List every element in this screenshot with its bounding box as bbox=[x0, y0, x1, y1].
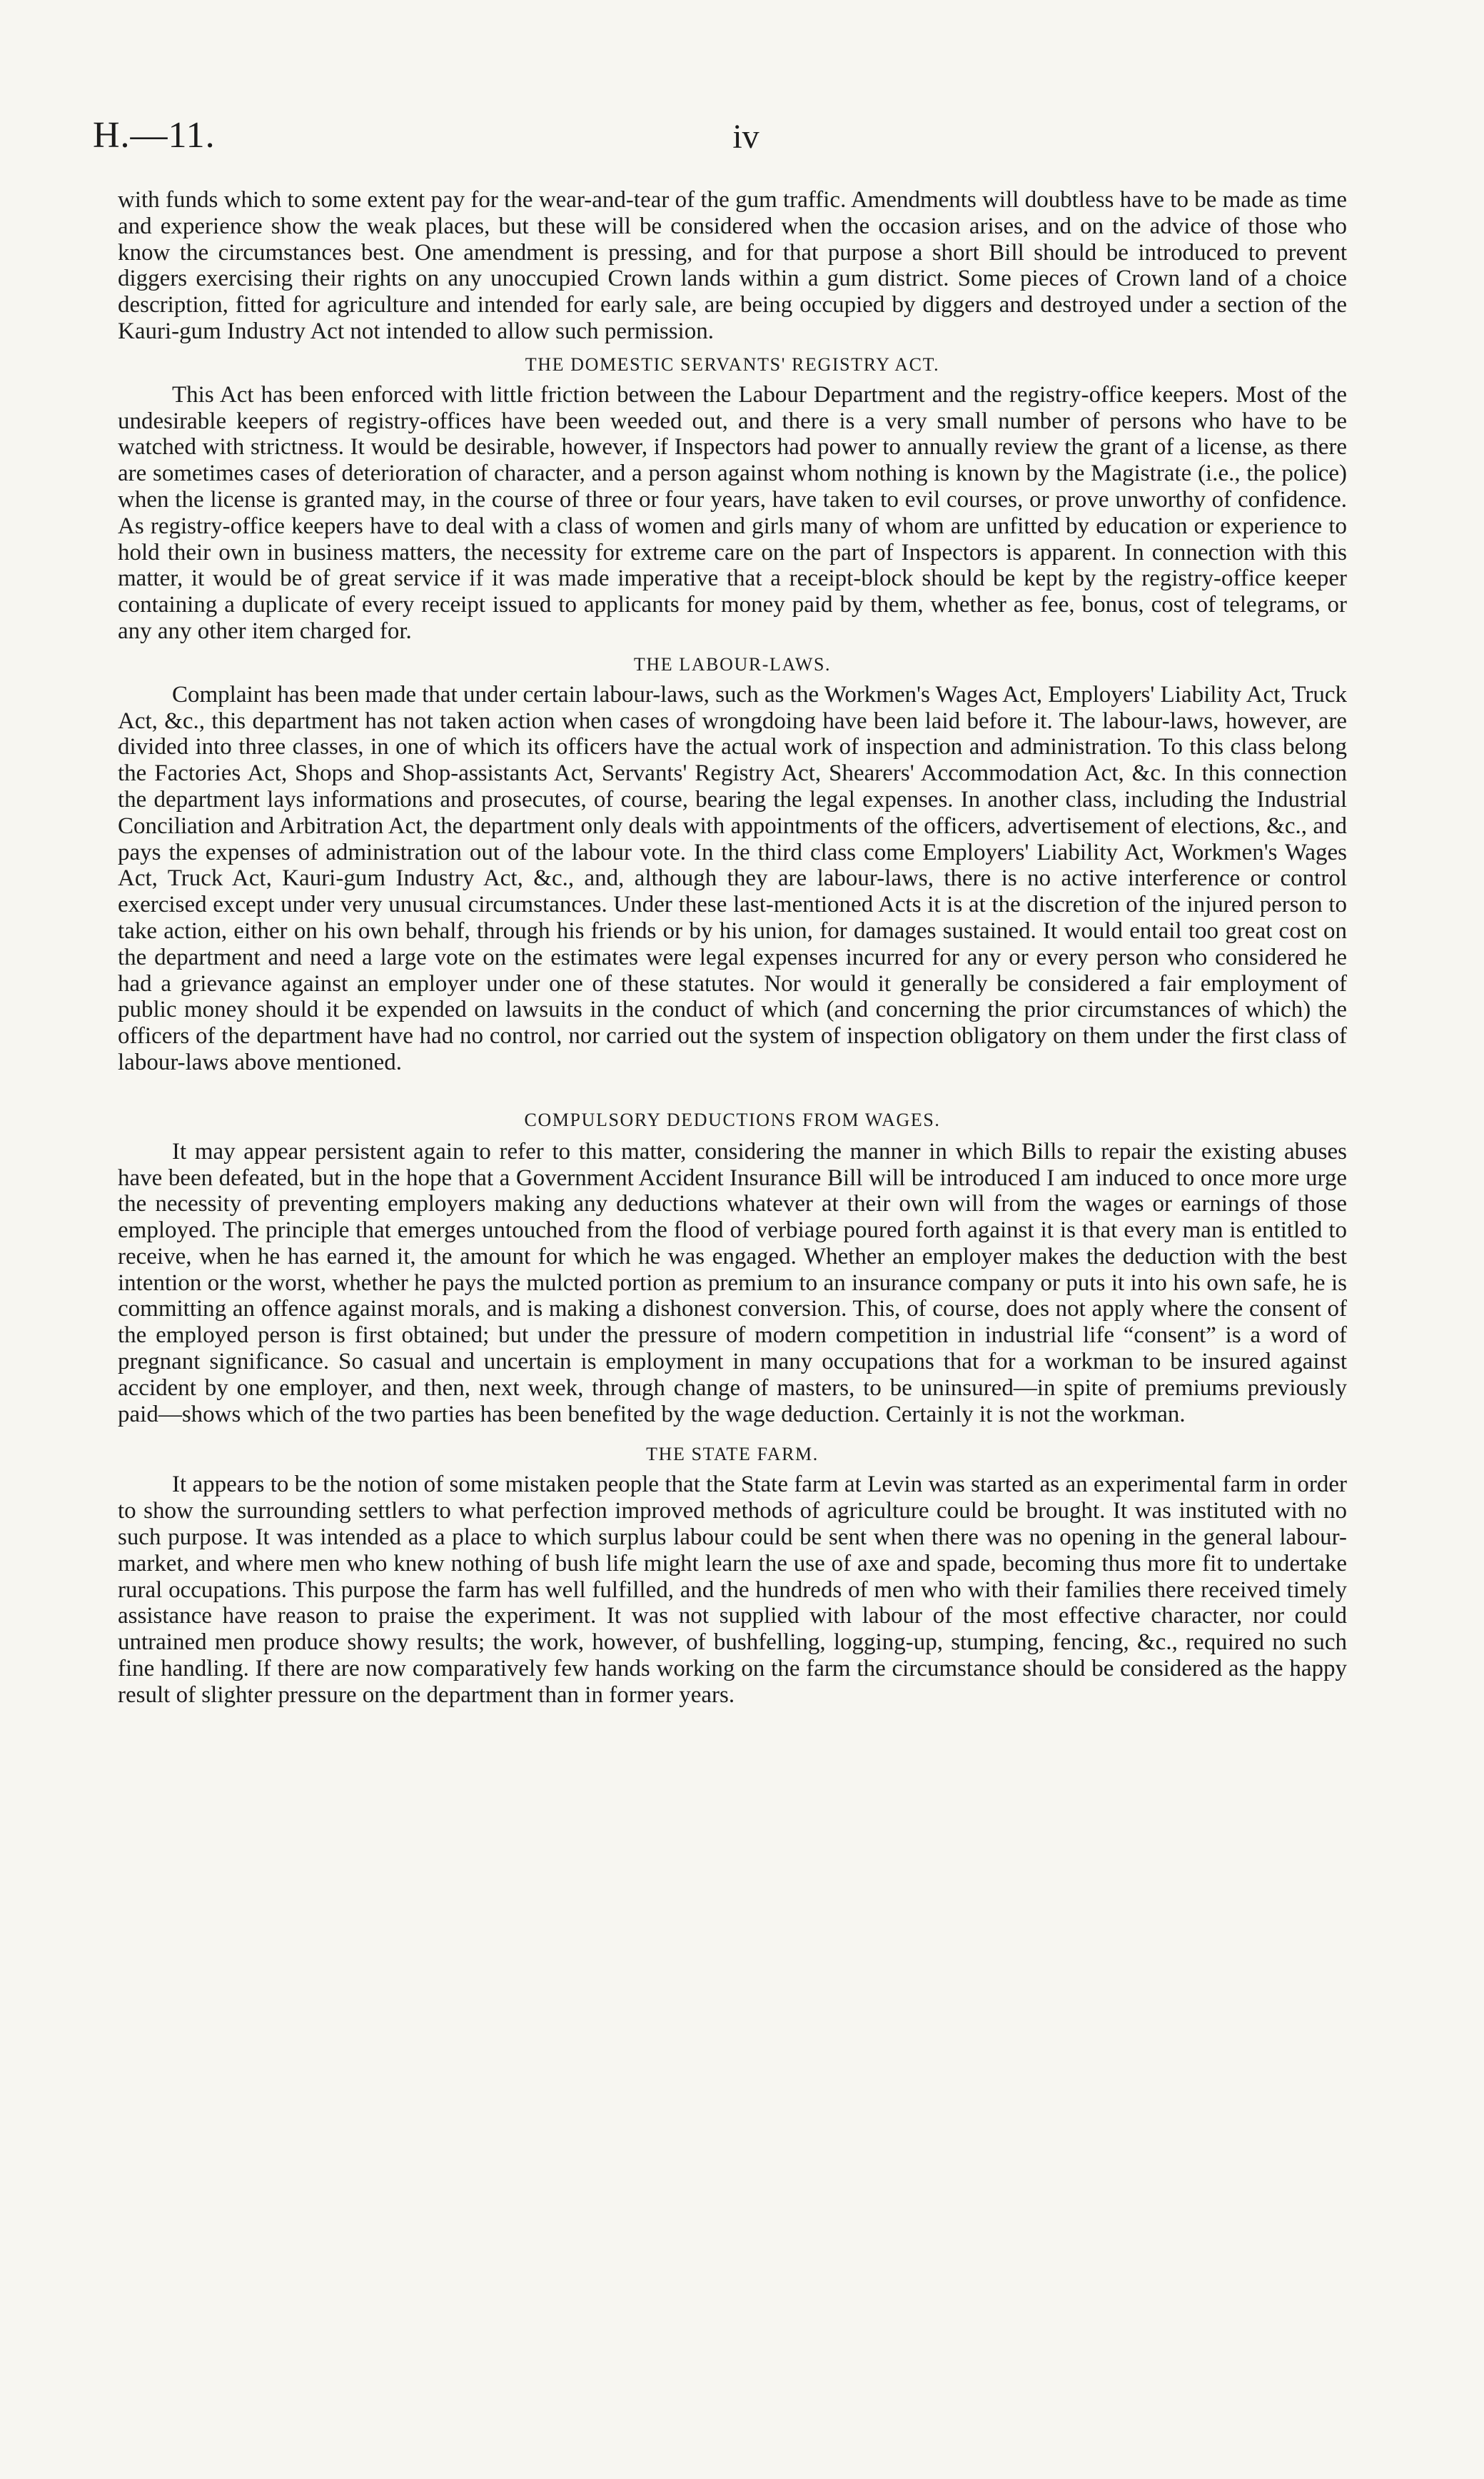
document-body bbox=[118, 187, 1347, 1709]
heading-labour-laws: THE LABOUR-LAWS. bbox=[633, 653, 832, 675]
paragraph-labour-laws: Complaint has been made that under certain labour-laws, such as the Workmen's Wages Act, Employers' Liability Act, Truck Act, &c., this department has not taken action when cases of wrongdoing have been laid before it. The labour-laws, however, are divided into three classes, in one of which its officers have the actual work of inspection and administration. To this class belong the Factories Act, Shops and Shop-assistants Act, Servants' Registry Act, Shearers' Accommodation Act, &c. In this connection the department lays informations and prosecutes, of course, bearing the legal expenses. In another class, including the Industrial Conciliation and Arbitration Act, the department only deals with appointments of the officers, advertisement of elections, &c., and pays the expenses of administration out of the labour vote. In the third class come Employers' Liability Act, Workmen's Wages Act, Truck Act, Kauri-gum Industry Act, &c., and, although they are labour-laws, there is no active interference or control exercised except under very unusual circumstances. Under these last-mentioned Acts it is at the discretion of the injured person to take action, either on his own behalf, through his friends or by his union, for damages sustained. It would entail too great cost on the department and need a large vote on the estimates were legal expenses incurred for any or every person who considered he had a grievance against an employer under one of these statutes. Nor would it generally be considered a fair employment of public money should it be expended on lawsuits in the conduct of which (and concerning the prior circumstances of which) the officers of the department have had no control, nor carried out the system of inspection obligatory on them under the first class of labour-laws above mentioned. bbox=[118, 681, 1347, 1075]
heading-state-farm: THE STATE FARM. bbox=[646, 1444, 819, 1465]
document-id: H.—11. bbox=[93, 115, 216, 156]
paragraph-gum-traffic: with funds which to some extent pay for the wear-and-tear of the gum traffic. Amendments will doubtless have to be made as time and experience show the weak places, but these will be considered when the occasion arises, and on the advice of those who know the circumstances best. One amendment is pressing, and for that purpose a short Bill should be introduced to prevent diggers exercising their rights on any unoccupied Crown lands within a gum district. Some pieces of Crown land of a choice description, fitted for agriculture and intended for early sale, are being occupied by diggers and destroyed under a section of the Kauri-gum Industry Act not intended to allow such permission. bbox=[118, 187, 1347, 344]
heading-compulsory-deductions: COMPULSORY DEDUCTIONS FROM WAGES. bbox=[524, 1109, 941, 1130]
heading-domestic-servants: THE DOMESTIC SERVANTS' REGISTRY ACT. bbox=[525, 353, 940, 375]
paragraph-registry-act: This Act has been enforced with little friction between the Labour Department and the registry-office keepers. Most of the undesirable keepers of registry-offices have been weeded out, and there is a very small number of persons who have to be watched with strictness. It would be desirable, however, if Inspectors had power to annually review the grant of a license, as there are sometimes cases of deterioration of character, and a person against whom nothing is known by the Magistrate (i.e., the police) when the license is granted may, in the course of three or four years, have taken to evil courses, or prove unworthy of confidence. As registry-office keepers have to deal with a class of women and girls many of whom are unfitted by education or experience to hold their own in business matters, the necessity for extreme care on the part of Inspectors is apparent. In connection with this matter, it would be of great service if it was made imperative that a receipt-block should be kept by the registry-office keeper containing a duplicate of every receipt issued to applicants for money paid by them, whether as fee, bonus, cost of telegrams, or any any other item charged for. bbox=[118, 381, 1347, 644]
paragraph-state-farm: It appears to be the notion of some mistaken people that the State farm at Levin was started as an experimental farm in order to show the surrounding settlers to what perfection improved methods of agriculture could be brought. It was instituted with no such purpose. It was intended as a place to which surplus labour could be sent when there was no opening in the general labour-market, and where men who knew nothing of bush life might learn the use of axe and spade, becoming thus more fit to undertake rural occupations. This purpose the farm has well fulfilled, and the hundreds of men who with their families there received timely assistance have reason to praise the experiment. It was not supplied with labour of the most effective character, nor could untrained men produce showy results; the work, however, of bushfelling, logging-up, stumping, fencing, &c., required no such fine handling. If there are now comparatively few hands working on the farm the circumstance should be considered as the happy result of slighter pressure on the department than in former years. bbox=[118, 1472, 1347, 1708]
page-header bbox=[93, 107, 1399, 164]
page-number: iv bbox=[732, 118, 759, 156]
paragraph-deductions: It may appear persistent again to refer to this matter, considering the manner in which Bills to repair the existing abuses have been defeated, but in the hope that a Government Accident Insurance Bill will be introduced I am induced to once more urge the necessity of preventing employers making any deductions whatever at their own will from the wages or earnings of those employed. The principle that emerges untouched from the flood of verbiage poured forth against it is that every man is entitled to receive, when he has earned it, the amount for which he was engaged. Whether an employer makes the deduction with the best intention or the worst, whether he pays the mulcted portion as premium to an insurance company or puts it into his own safe, he is committing an offence against morals, and is making a dishonest conversion. This, of course, does not apply where the consent of the employed person is first obtained; but under the pressure of modern competition in industrial life “consent” is a word of pregnant significance. So casual and uncertain is employment in many occupations that for a workman to be insured against accident by one employer, and then, next week, through change of masters, to be uninsured—in spite of premiums previously paid—shows which of the two parties has been benefited by the wage deduction. Certainly it is not the workman. bbox=[118, 1138, 1347, 1427]
